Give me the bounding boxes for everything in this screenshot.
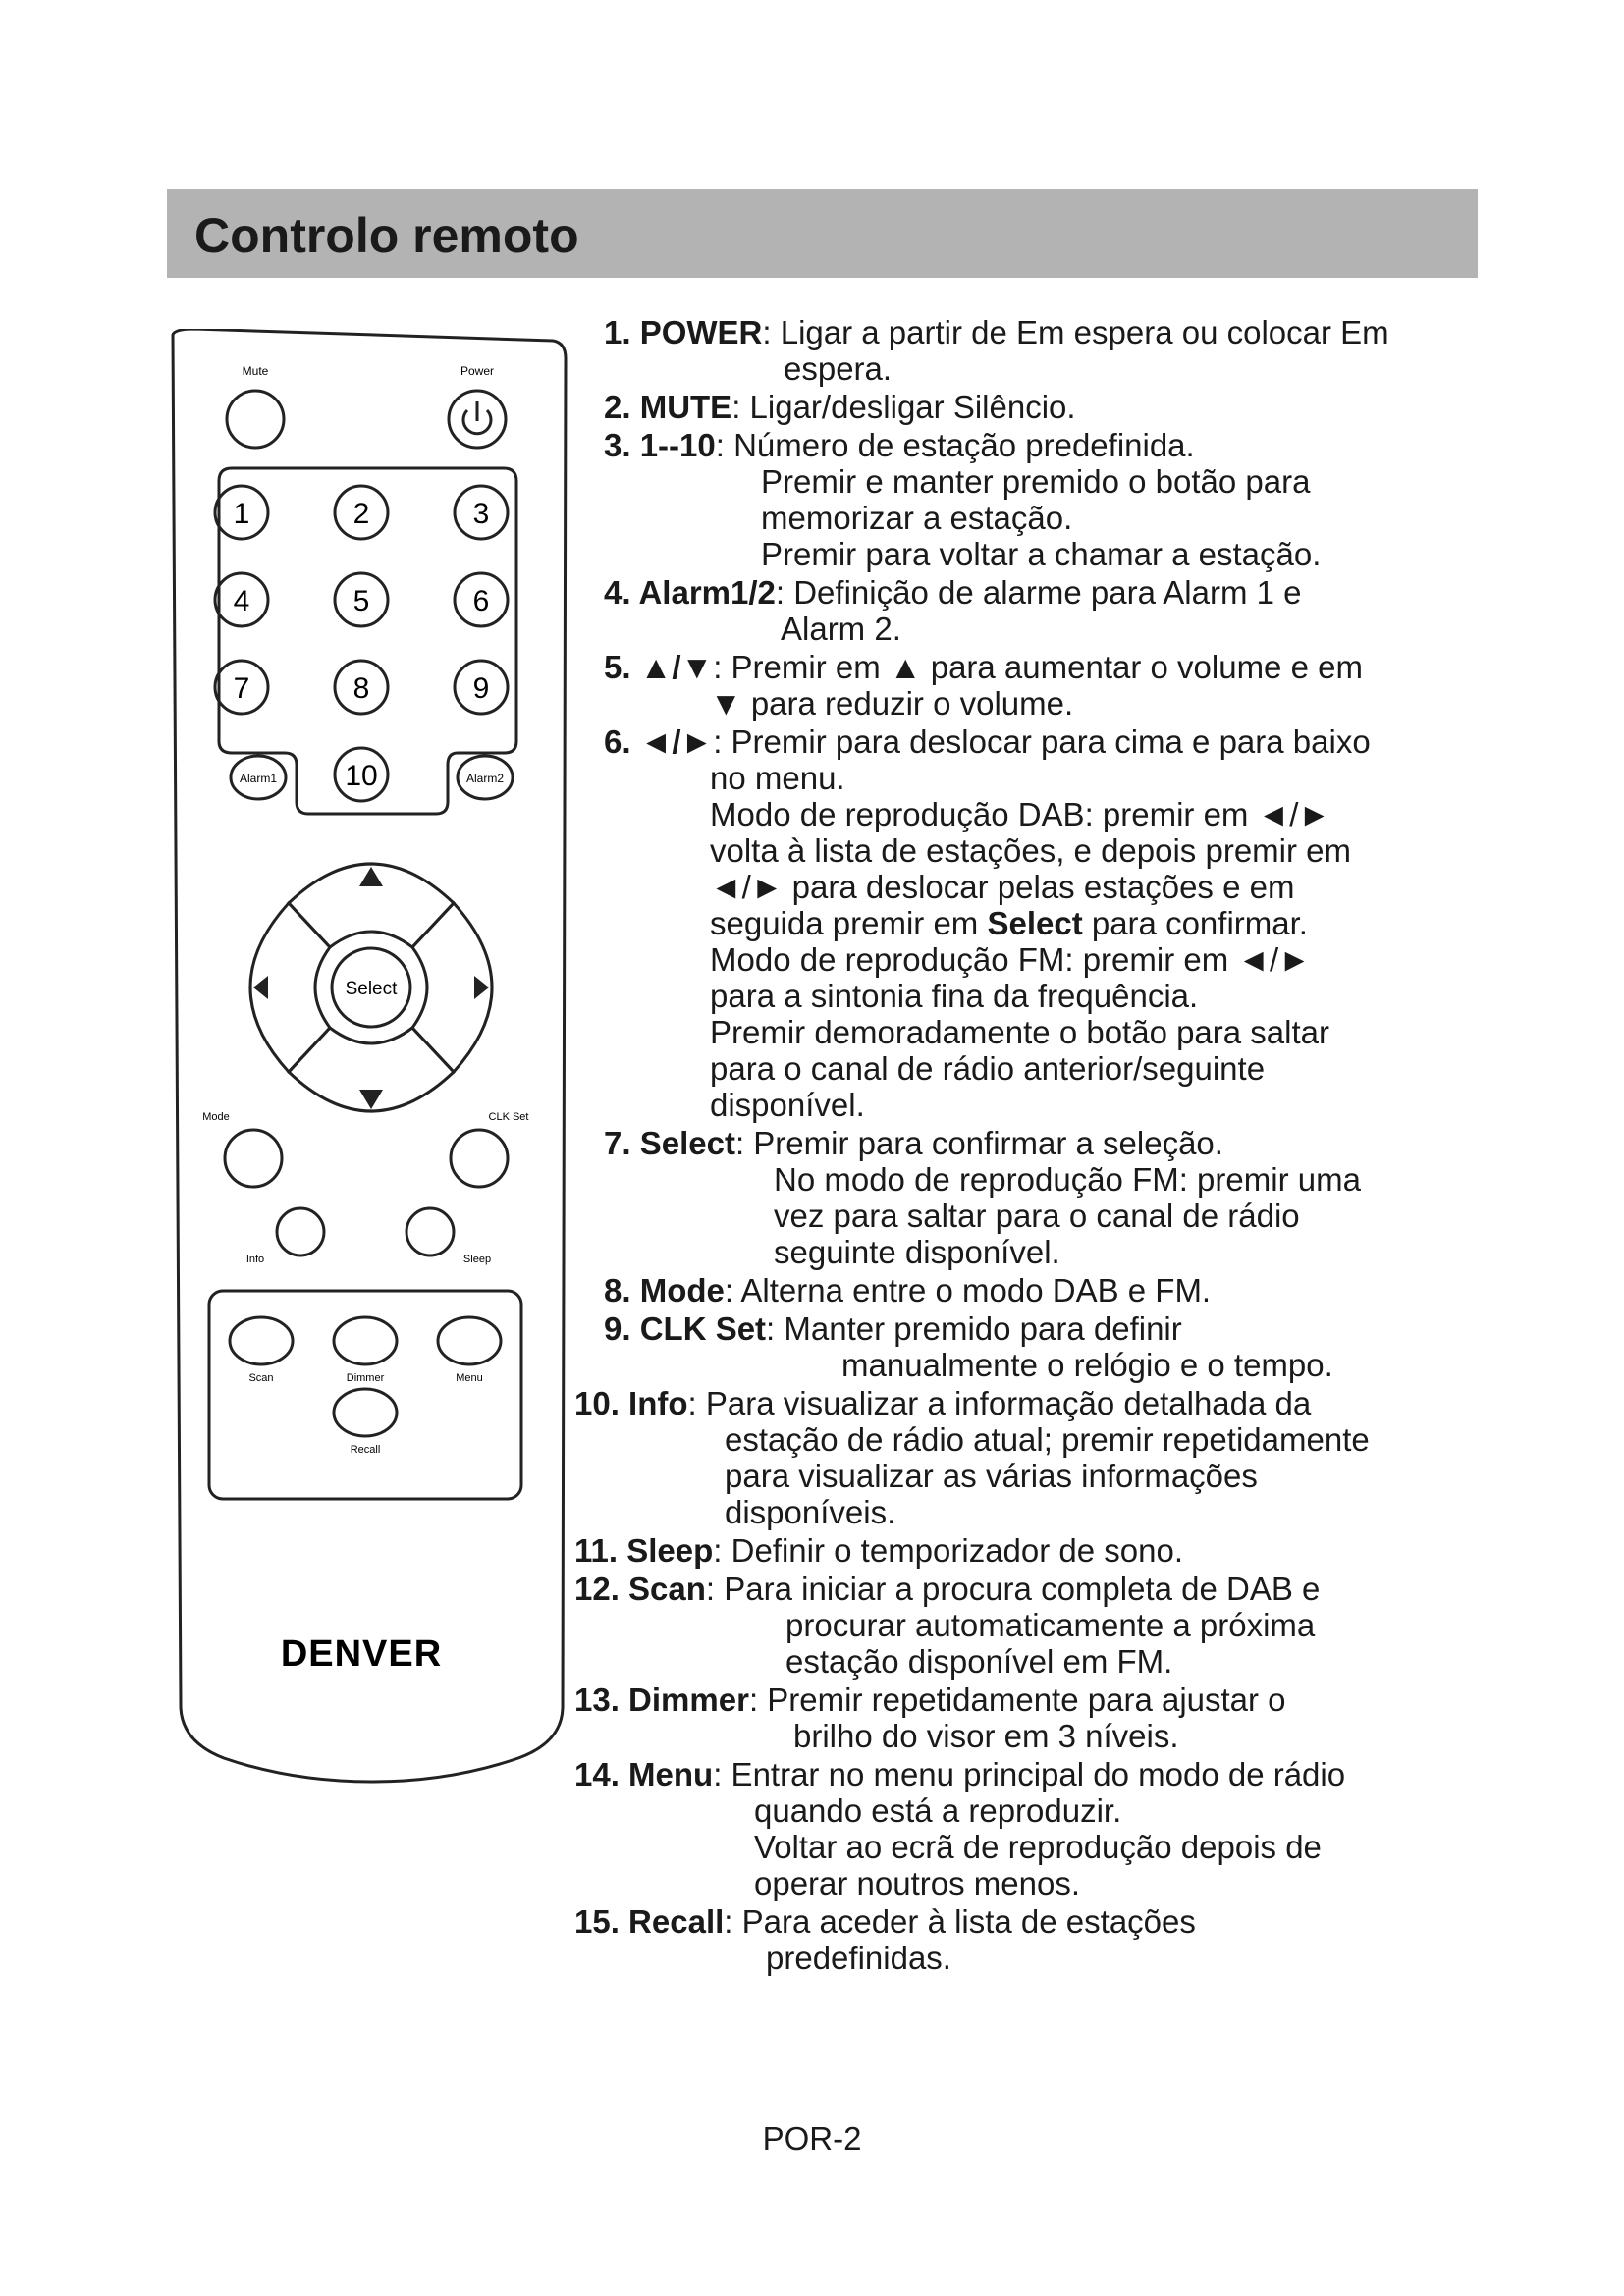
item-description-line: ◄/► para deslocar pelas estações e em	[710, 869, 1295, 905]
item-description-line: memorizar a estação.	[761, 500, 1073, 536]
item-description-line: ▼ para reduzir o volume.	[710, 685, 1074, 721]
item-key: 1--10	[639, 427, 716, 463]
function-item	[574, 389, 1458, 425]
item-description-line: Premir e manter premido o botão para	[761, 463, 1311, 500]
item-key: MUTE	[639, 389, 732, 425]
item-description-line: Modo de reprodução DAB: premir em ◄/►	[710, 796, 1331, 832]
mode-button	[225, 1130, 282, 1187]
item-description-line: estação disponível em FM.	[785, 1643, 1173, 1680]
item-key: Info	[628, 1385, 688, 1421]
number-button-label: 4	[233, 585, 250, 617]
power-label: Power	[460, 364, 495, 378]
item-number: 4.	[604, 574, 639, 611]
item-key: Mode	[639, 1272, 725, 1308]
alarm2-label: Alarm2	[465, 772, 505, 785]
item-number: 9.	[604, 1310, 640, 1347]
number-button-label: 5	[352, 585, 370, 617]
item-number: 11.	[574, 1532, 627, 1569]
alarm1-label: Alarm1	[239, 772, 278, 785]
scan-button	[230, 1317, 293, 1364]
item-number: 1.	[604, 314, 640, 350]
item-description-line: Premir demoradamente o botão para saltar	[710, 1014, 1329, 1050]
item-description-line: no menu.	[710, 760, 845, 796]
item-description: : Definição de alarme para Alarm 1 e	[775, 574, 1302, 611]
item-description-line: procurar automaticamente a próxima	[785, 1607, 1316, 1643]
function-item	[574, 1532, 1458, 1569]
function-item	[574, 1682, 1458, 1754]
item-key: POWER	[639, 314, 763, 350]
mode-label: Mode	[202, 1111, 230, 1123]
number-button-label: 1	[233, 498, 250, 530]
function-item	[574, 1756, 1458, 1901]
scan-label: Scan	[248, 1372, 274, 1384]
item-description-line: Premir para voltar a chamar a estação.	[761, 536, 1322, 572]
arrow-down-icon	[359, 1090, 383, 1109]
item-description: : Premir para deslocar para cima e para baixo	[713, 723, 1371, 760]
item-key: ▲/▼	[639, 649, 714, 685]
section-title-bar	[167, 189, 1478, 278]
function-item	[574, 427, 1458, 572]
item-description: : Para aceder à lista de estações	[724, 1903, 1196, 1940]
item-description: : Ligar/desligar Silêncio.	[731, 389, 1076, 425]
remote-control-illustration	[165, 329, 577, 1801]
item-description-line: predefinidas.	[766, 1940, 951, 1976]
item-number: 10.	[574, 1385, 629, 1421]
item-number: 2.	[604, 389, 640, 425]
item-description: : Definir o temporizador de sono.	[713, 1532, 1184, 1569]
item-key: CLK Set	[639, 1310, 767, 1347]
item-description-line: Voltar ao ecrã de reprodução depois de	[754, 1829, 1322, 1865]
function-item	[574, 723, 1458, 1123]
item-number: 3.	[604, 427, 640, 463]
item-key: Menu	[628, 1756, 714, 1792]
arrow-up-icon	[359, 867, 383, 886]
item-description-line: para a sintonia fina da frequência.	[710, 978, 1199, 1014]
item-description-line: seguida premir em Select para confirmar.	[710, 905, 1308, 941]
number-button-label: 2	[352, 498, 370, 530]
remote-body	[173, 329, 566, 1782]
clk-set-button	[451, 1130, 508, 1187]
mute-label: Mute	[242, 364, 269, 378]
item-key: Dimmer	[628, 1682, 749, 1718]
info-label: Info	[245, 1254, 265, 1265]
item-description: : Premir repetidamente para ajustar o	[748, 1682, 1286, 1718]
item-key: Sleep	[626, 1532, 714, 1569]
function-item	[574, 574, 1458, 647]
number-button-label: 3	[472, 498, 490, 530]
dimmer-label: Dimmer	[346, 1372, 385, 1384]
dimmer-button	[334, 1317, 397, 1364]
item-number: 12.	[574, 1571, 629, 1607]
item-description: : Para visualizar a informação detalhada da	[687, 1385, 1312, 1421]
info-button	[277, 1208, 324, 1255]
item-description: : Para iniciar a procura completa de DAB e	[705, 1571, 1321, 1607]
item-description-line: seguinte disponível.	[774, 1234, 1060, 1270]
item-description-line: para visualizar as várias informações	[725, 1458, 1258, 1494]
item-number: 6.	[604, 723, 640, 760]
number-button-label: 10	[345, 760, 378, 792]
item-key: Scan	[628, 1571, 706, 1607]
recall-button	[334, 1389, 397, 1436]
item-description-line: vez para saltar para o canal de rádio	[774, 1198, 1300, 1234]
clk-set-label: CLK Set	[488, 1111, 529, 1123]
item-key: ◄/►	[639, 723, 714, 760]
function-item	[574, 1310, 1458, 1383]
recall-label: Recall	[350, 1444, 381, 1456]
item-description-line: disponível.	[710, 1087, 865, 1123]
item-number: 14.	[574, 1756, 629, 1792]
number-button-label: 6	[472, 585, 490, 617]
item-description-line: No modo de reprodução FM: premir uma	[774, 1161, 1361, 1198]
item-description-line: brilho do visor em 3 níveis.	[793, 1718, 1179, 1754]
item-number: 5.	[604, 649, 640, 685]
item-description: : Número de estação predefinida.	[715, 427, 1195, 463]
item-key: Recall	[628, 1903, 725, 1940]
item-description: : Premir em ▲ para aumentar o volume e em	[713, 649, 1363, 685]
function-item	[574, 1903, 1458, 1976]
item-description-line: manualmente o relógio e o tempo.	[841, 1347, 1333, 1383]
item-description-line: quando está a reproduzir.	[754, 1792, 1122, 1829]
function-item	[574, 1125, 1458, 1270]
power-icon	[463, 401, 491, 434]
item-number: 8.	[604, 1272, 640, 1308]
item-description-line: Alarm 2.	[781, 611, 901, 647]
item-description: : Manter premido para definir	[766, 1310, 1182, 1347]
sleep-label: Sleep	[462, 1254, 492, 1265]
mute-button	[227, 391, 284, 448]
item-description: : Premir para confirmar a seleção.	[734, 1125, 1223, 1161]
function-panel	[209, 1291, 521, 1499]
item-number: 15.	[574, 1903, 629, 1940]
item-description-line: operar noutros menos.	[754, 1865, 1081, 1901]
item-description-line: Modo de reprodução FM: premir em ◄/►	[710, 941, 1311, 978]
item-description-line: disponíveis.	[725, 1494, 896, 1530]
arrow-right-icon	[474, 976, 489, 999]
page-number: POR-2	[762, 2120, 862, 2157]
function-item	[574, 1571, 1458, 1680]
page-title: Controlo remoto	[194, 208, 579, 263]
function-item	[574, 649, 1458, 721]
select-label: Select	[345, 979, 398, 999]
item-description-line: espera.	[784, 350, 893, 387]
function-item	[574, 1385, 1458, 1530]
item-description: : Entrar no menu principal do modo de rádio	[713, 1756, 1346, 1792]
menu-button	[438, 1317, 501, 1364]
remote-function-list	[574, 314, 1458, 1978]
function-item	[574, 1272, 1458, 1308]
item-description-line: para o canal de rádio anterior/seguinte	[710, 1050, 1266, 1087]
item-description: : Alterna entre o modo DAB e FM.	[724, 1272, 1212, 1308]
number-button-label: 8	[352, 672, 370, 705]
number-button-label: 7	[233, 672, 250, 705]
sleep-button	[406, 1208, 454, 1255]
function-item	[574, 314, 1458, 387]
arrow-left-icon	[253, 976, 268, 999]
denver-logo: DENVER	[280, 1633, 443, 1675]
item-description-line: estação de rádio atual; premir repetidamente	[725, 1421, 1370, 1458]
item-description-line: volta à lista de estações, e depois premir em	[710, 832, 1351, 869]
menu-label: Menu	[456, 1372, 483, 1384]
item-key: Alarm1/2	[638, 574, 776, 611]
item-description: : Ligar a partir de Em espera ou colocar Em	[762, 314, 1389, 350]
item-key: Select	[639, 1125, 735, 1161]
item-number: 7.	[604, 1125, 640, 1161]
item-number: 13.	[574, 1682, 629, 1718]
number-button-label: 9	[472, 672, 490, 705]
